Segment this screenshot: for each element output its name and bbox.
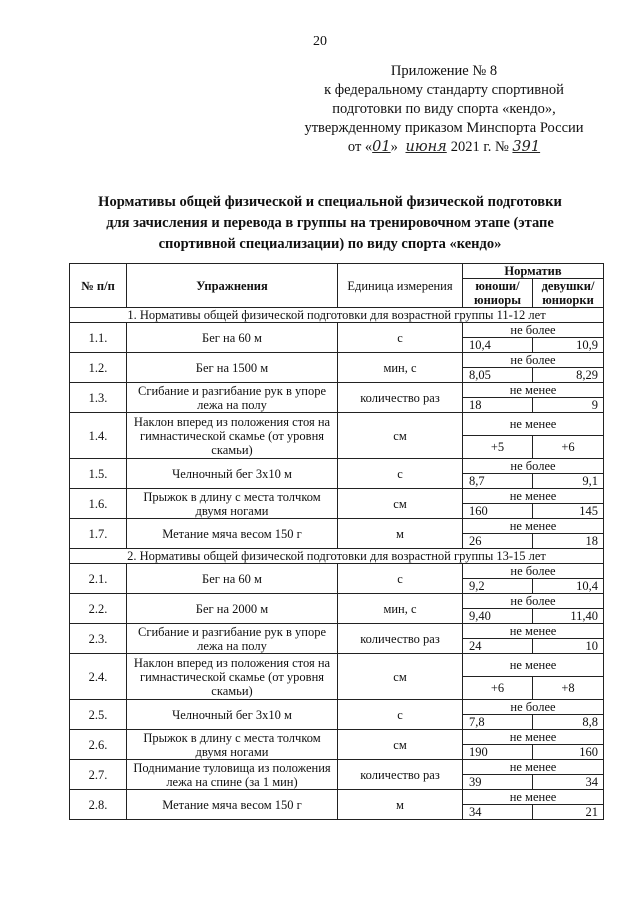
- unit-cell: с: [338, 700, 463, 730]
- unit-cell: см: [338, 730, 463, 760]
- exercise-name: Прыжок в длину с места толчком двумя ногами: [127, 730, 338, 760]
- appendix-line-2: к федеральному стандарту спортивной: [324, 82, 564, 98]
- order-number-handwritten: 391: [512, 139, 541, 155]
- row-number: 1.5.: [70, 459, 127, 489]
- row-number: 2.5.: [70, 700, 127, 730]
- unit-cell: мин, с: [338, 353, 463, 383]
- row-number: 2.1.: [70, 564, 127, 594]
- exercise-name: Метание мяча весом 150 г: [127, 519, 338, 549]
- document-title: [60, 192, 600, 255]
- table-row: [70, 489, 604, 504]
- condition-cell: не менее: [463, 489, 604, 504]
- girls-value: 18: [533, 534, 604, 549]
- boys-value: 26: [463, 534, 533, 549]
- exercise-name: Сгибание и разгибание рук в упоре лежа на полу: [127, 624, 338, 654]
- exercise-name: Бег на 2000 м: [127, 594, 338, 624]
- unit-cell: м: [338, 790, 463, 820]
- section-header-row: [70, 549, 604, 564]
- condition-cell: не менее: [463, 730, 604, 745]
- row-number: 2.7.: [70, 760, 127, 790]
- table-row: [70, 323, 604, 338]
- appendix-line-1: Приложение № 8: [390, 63, 498, 79]
- table-row: [70, 760, 604, 775]
- header-exercise: Упражнения: [127, 264, 338, 308]
- condition-cell: не менее: [463, 760, 604, 775]
- exercise-name: Бег на 60 м: [127, 564, 338, 594]
- exercise-name: Бег на 60 м: [127, 323, 338, 353]
- unit-cell: количество раз: [338, 624, 463, 654]
- date-month-handwritten: июня: [405, 139, 447, 155]
- unit-cell: с: [338, 459, 463, 489]
- girls-value: 9: [533, 398, 604, 413]
- girls-value: 11,40: [533, 609, 604, 624]
- row-number: 1.6.: [70, 489, 127, 519]
- appendix-date-line: [294, 138, 594, 157]
- boys-value: 8,7: [463, 474, 533, 489]
- title-line-3: спортивной специализации) по виду спорта «кендо»: [158, 236, 502, 252]
- boys-value: 8,05: [463, 368, 533, 383]
- table-row: [70, 700, 604, 715]
- table-row: [70, 594, 604, 609]
- date-mid: »: [390, 139, 398, 155]
- exercise-name: Челночный бег 3x10 м: [127, 459, 338, 489]
- girls-value: 160: [533, 745, 604, 760]
- unit-cell: см: [338, 489, 463, 519]
- unit-cell: с: [338, 323, 463, 353]
- table-row: [70, 564, 604, 579]
- condition-cell: не менее: [463, 413, 604, 436]
- table-row: [70, 730, 604, 745]
- condition-cell: не менее: [463, 790, 604, 805]
- condition-cell: не более: [463, 459, 604, 474]
- table-row: [70, 459, 604, 474]
- boys-value: 9,40: [463, 609, 533, 624]
- boys-value: 39: [463, 775, 533, 790]
- date-year: 2021 г. №: [450, 139, 509, 155]
- norms-table-body: [70, 308, 604, 820]
- header-unit: Единица измерения: [338, 264, 463, 308]
- exercise-name: Челночный бег 3x10 м: [127, 700, 338, 730]
- unit-cell: см: [338, 413, 463, 459]
- appendix-line-4: утвержденному приказом Минспорта России: [304, 120, 584, 136]
- exercise-name: Наклон вперед из положения стоя на гимнастической скамье (от уровня скамьи): [127, 654, 338, 700]
- exercise-name: Поднимание туловища из положения лежа на спине (за 1 мин): [127, 760, 338, 790]
- girls-value: 21: [533, 805, 604, 820]
- boys-value: 9,2: [463, 579, 533, 594]
- table-row: [70, 519, 604, 534]
- boys-value: 160: [463, 504, 533, 519]
- boys-value: 7,8: [463, 715, 533, 730]
- girls-value: 10: [533, 639, 604, 654]
- appendix-line-3: подготовки по виду спорта «кендо»,: [332, 101, 556, 117]
- exercise-name: Наклон вперед из положения стоя на гимнастической скамье (от уровня скамьи): [127, 413, 338, 459]
- section-header-row: [70, 308, 604, 323]
- row-number: 2.4.: [70, 654, 127, 700]
- condition-cell: не менее: [463, 383, 604, 398]
- table-row: [70, 654, 604, 677]
- boys-value: +6: [463, 677, 533, 700]
- girls-value: 8,29: [533, 368, 604, 383]
- row-number: 1.2.: [70, 353, 127, 383]
- condition-cell: не более: [463, 700, 604, 715]
- norms-table: [69, 263, 604, 820]
- condition-cell: не более: [463, 594, 604, 609]
- unit-cell: количество раз: [338, 383, 463, 413]
- row-number: 1.4.: [70, 413, 127, 459]
- condition-cell: не более: [463, 323, 604, 338]
- girls-value: +8: [533, 677, 604, 700]
- row-number: 2.3.: [70, 624, 127, 654]
- boys-value: 34: [463, 805, 533, 820]
- boys-value: 18: [463, 398, 533, 413]
- unit-cell: см: [338, 654, 463, 700]
- boys-value: 10,4: [463, 338, 533, 353]
- girls-value: 10,4: [533, 579, 604, 594]
- exercise-name: Сгибание и разгибание рук в упоре лежа на полу: [127, 383, 338, 413]
- table-row: [70, 790, 604, 805]
- row-number: 1.1.: [70, 323, 127, 353]
- section-title: 2. Нормативы общей физической подготовки для возрастной группы 13-15 лет: [70, 549, 604, 564]
- exercise-name: Метание мяча весом 150 г: [127, 790, 338, 820]
- appendix-block: [294, 62, 594, 157]
- unit-cell: мин, с: [338, 594, 463, 624]
- girls-value: 9,1: [533, 474, 604, 489]
- row-number: 1.7.: [70, 519, 127, 549]
- exercise-name: Прыжок в длину с места толчком двумя ногами: [127, 489, 338, 519]
- title-line-2: для зачисления и перевода в группы на тренировочном этапе (этапе: [106, 215, 554, 231]
- unit-cell: с: [338, 564, 463, 594]
- table-row: [70, 624, 604, 639]
- girls-value: +6: [533, 436, 604, 459]
- condition-cell: не менее: [463, 519, 604, 534]
- girls-value: 10,9: [533, 338, 604, 353]
- row-number: 1.3.: [70, 383, 127, 413]
- row-number: 2.2.: [70, 594, 127, 624]
- unit-cell: м: [338, 519, 463, 549]
- table-row: [70, 383, 604, 398]
- row-number: 2.8.: [70, 790, 127, 820]
- girls-value: 8,8: [533, 715, 604, 730]
- header-girls: девушки/ юниорки: [533, 279, 604, 308]
- date-prefix: от «: [347, 139, 373, 155]
- section-title: 1. Нормативы общей физической подготовки для возрастной группы 11-12 лет: [70, 308, 604, 323]
- girls-value: 145: [533, 504, 604, 519]
- condition-cell: не менее: [463, 624, 604, 639]
- girls-value: 34: [533, 775, 604, 790]
- header-boys: юноши/ юниоры: [463, 279, 533, 308]
- table-row: [70, 413, 604, 436]
- row-number: 2.6.: [70, 730, 127, 760]
- page-number: 20: [313, 34, 327, 49]
- exercise-name: Бег на 1500 м: [127, 353, 338, 383]
- header-norm: Норматив: [463, 264, 604, 279]
- header-num: № п/п: [70, 264, 127, 308]
- unit-cell: количество раз: [338, 760, 463, 790]
- condition-cell: не более: [463, 353, 604, 368]
- date-day-handwritten: 01: [372, 139, 391, 155]
- boys-value: +5: [463, 436, 533, 459]
- condition-cell: не более: [463, 564, 604, 579]
- boys-value: 190: [463, 745, 533, 760]
- table-row: [70, 353, 604, 368]
- boys-value: 24: [463, 639, 533, 654]
- condition-cell: не менее: [463, 654, 604, 677]
- title-line-1: Нормативы общей физической и специальной физической подготовки: [98, 194, 562, 210]
